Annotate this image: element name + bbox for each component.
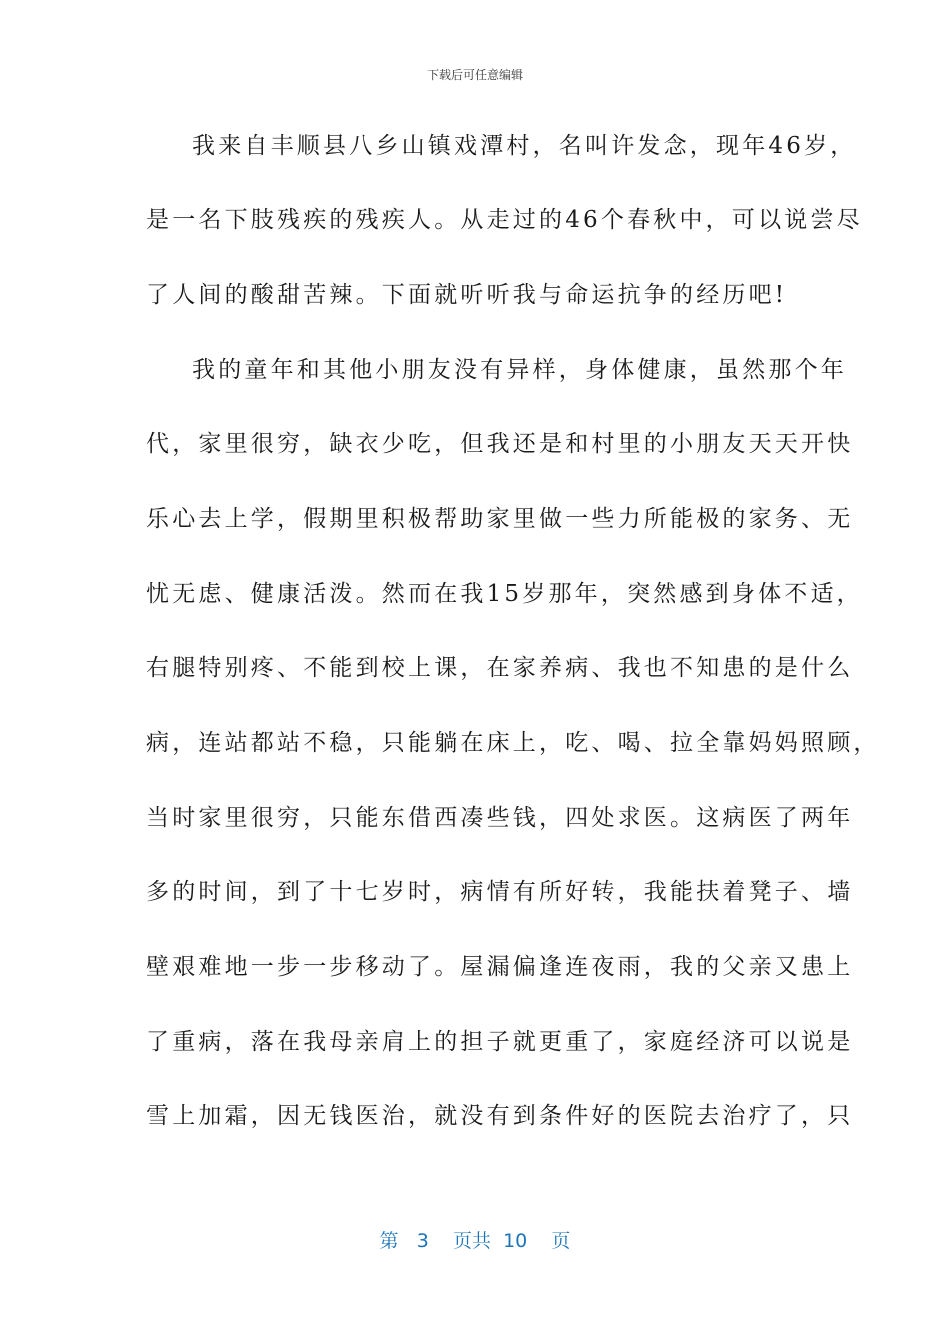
paragraph-1-line-1: 我来自丰顺县八乡山镇戏潭村，名叫许发念，现年46岁， [192, 133, 857, 159]
footer-middle: 页共 [452, 1230, 491, 1252]
paragraph-1-line-2: 是一名下肢残疾的残疾人。从走过的46个春秋中，可以说尝尽 [146, 207, 863, 233]
paragraph-2-line-3: 乐心去上学，假期里积极帮助家里做一些力所能极的家务、无 [146, 506, 854, 532]
paragraph-1-line-3: 了人间的酸甜苦辣。下面就听听我与命运抗争的经历吧! [146, 282, 788, 308]
page-header: 下载后可任意编辑 [426, 68, 523, 82]
footer-prefix: 第 [379, 1230, 399, 1252]
paragraph-2-line-1: 我的童年和其他小朋友没有异样，身体健康，虽然那个年 [192, 357, 847, 383]
page-footer [0, 1226, 950, 1253]
paragraph-2-line-4: 忧无虑、健康活泼。然而在我15岁那年，突然感到身体不适， [146, 581, 863, 607]
paragraph-2-line-10: 了重病，落在我母亲肩上的担子就更重了，家庭经济可以说是 [146, 1029, 854, 1055]
footer-current-page: 3 [416, 1230, 429, 1252]
footer-suffix: 页 [551, 1230, 571, 1252]
paragraph-2-line-5: 右腿特别疼、不能到校上课，在家养病、我也不知患的是什么 [146, 655, 854, 681]
paragraph-2-line-6: 病，连站都站不稳，只能躺在床上，吃、喝、拉全靠妈妈照顾， [146, 730, 880, 756]
footer-total-pages: 10 [503, 1230, 528, 1252]
paragraph-2-line-11: 雪上加霜，因无钱医治，就没有到条件好的医院去治疗了，只 [146, 1103, 854, 1129]
paragraph-2-line-7: 当时家里很穷，只能东借西凑些钱，四处求医。这病医了两年 [146, 805, 854, 831]
paragraph-2-line-2: 代，家里很穷，缺衣少吃，但我还是和村里的小朋友天天开快 [146, 431, 854, 457]
paragraph-2-line-9: 壁艰难地一步一步移动了。屋漏偏逢连夜雨，我的父亲又患上 [146, 954, 854, 980]
paragraph-2-line-8: 多的时间，到了十七岁时，病情有所好转，我能扶着凳子、墙 [146, 879, 854, 905]
